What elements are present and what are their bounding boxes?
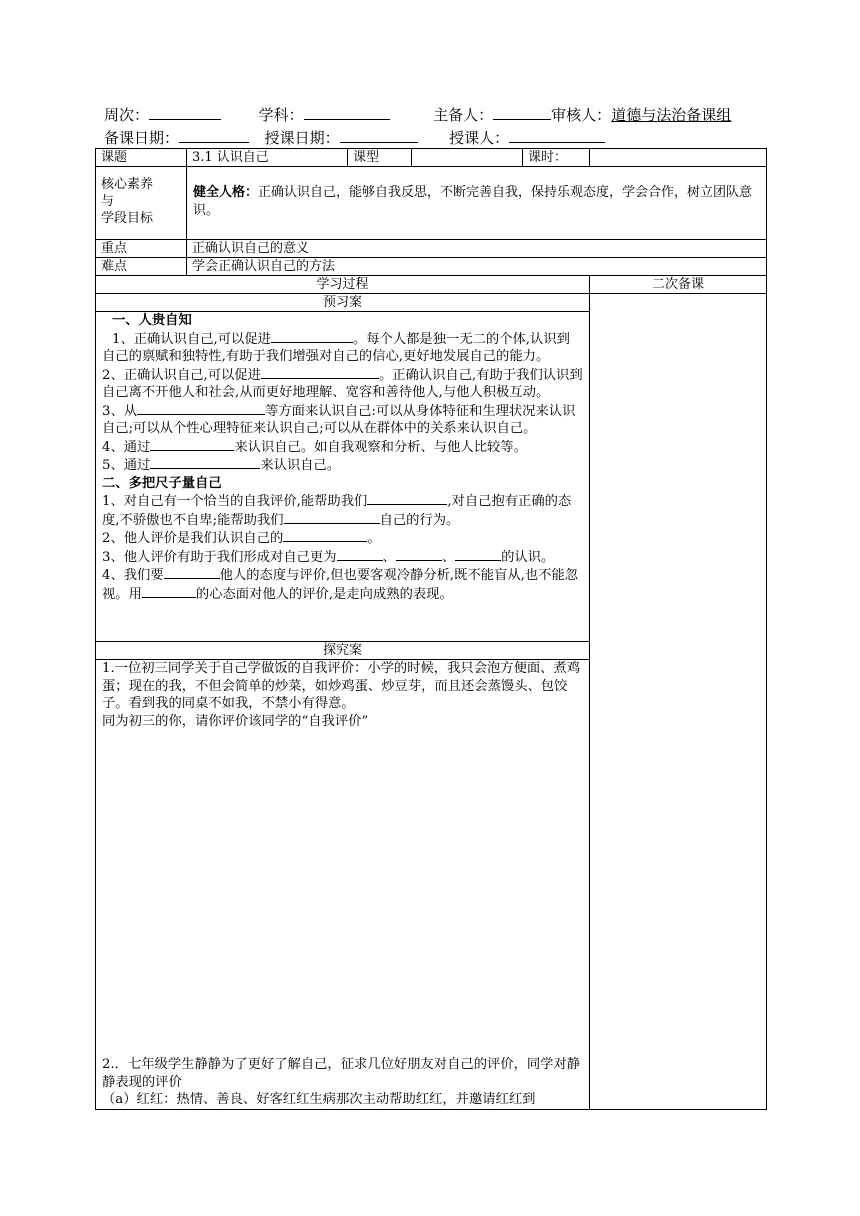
preview-item-1-5: 5、通过 来认识自己。 [102, 458, 341, 473]
fill-blank[interactable] [284, 511, 380, 524]
topic-label: 课题 [96, 149, 187, 167]
difficulty-row [96, 258, 767, 276]
explore-question-1: 1.一位初三同学关于自己学做饭的自我评价：小学的时候，我只会泡方便面、煮鸡蛋；现在的我，不但会简单的炒菜，如炒鸡蛋、炒豆芽，而且还会蒸馒头、包饺子。看到我的同桌不如我，不禁小有得意。 [102, 661, 581, 711]
preview-title-row [96, 294, 767, 312]
preview-item-2-2: 2、他人评价是我们认识自己的 。 [102, 531, 381, 546]
preview-item-1-3: 3、从 等方面来认识自己:可以从身体特征和生理状况来认识自己;可以从个性心理特征来认识自己;可以从在群体中的关系来认识自己。 [102, 403, 576, 436]
fill-blank[interactable] [337, 548, 383, 561]
fill-blank[interactable] [150, 438, 234, 451]
explore-question-1-prompt: 同为初三的你，请你评价该同学的“自我评价” [102, 713, 369, 729]
preparer-blank[interactable] [493, 105, 551, 120]
fill-blank[interactable] [261, 366, 379, 379]
preparer-label: 主备人： [433, 106, 494, 124]
hours-label: 课时： [523, 149, 590, 167]
fill-blank[interactable] [142, 585, 196, 598]
preview-item-1-2: 2、正确认识自己,可以促进 。正确认识自己,有助于我们认识到自己离不开他人和社会,从而更好地理解、宽容和善待他人,与他人积极互动。 [102, 367, 583, 400]
week-label: 周次： [104, 106, 150, 124]
fill-blank[interactable] [367, 492, 447, 505]
prep-date-blank[interactable] [179, 128, 249, 143]
second-prep-column[interactable] [590, 294, 767, 1110]
preview-content [96, 312, 590, 642]
process-header-row [96, 276, 767, 294]
info-row [96, 149, 767, 167]
fill-blank[interactable] [455, 548, 501, 561]
explore-content [96, 660, 590, 1110]
hours-value[interactable] [590, 149, 767, 167]
difficulty-value: 学会正确认识自己的方法 [187, 258, 767, 276]
preview-title: 预习案 [96, 294, 590, 312]
goals-label-line-3: 学段目标 [101, 211, 154, 226]
difficulty-label: 难点 [96, 258, 187, 276]
key-point-value: 正确认识自己的意义 [187, 240, 767, 258]
preview-item-2-1: 1、对自己有一个恰当的自我评价,能帮助我们 ,对自己抱有正确的态度,不骄傲也不自卑;能帮助我们 自己的行为。 [102, 494, 572, 528]
fill-blank[interactable] [283, 529, 367, 542]
reviewer-value: 道德与法治备课组 [611, 106, 732, 124]
explore-question-2-a: （a）红红：热情、善良、好客红红生病那次主动帮助红红，并邀请红红到 [102, 1092, 536, 1107]
explore-title: 探究案 [96, 642, 590, 660]
header-row-1 [104, 104, 731, 125]
prep-date-label: 备课日期： [104, 129, 180, 147]
fill-blank[interactable] [150, 456, 260, 469]
goals-row [96, 167, 767, 240]
week-blank[interactable] [149, 105, 221, 120]
goals-label-line-2: 与 [101, 194, 115, 209]
preview-item-2-3: 3、他人评价有助于我们形成对自己更为 、 、 的认识。 [102, 549, 555, 565]
type-label: 课型 [348, 149, 412, 167]
preview-section-1-title: 一、人贵自知 [112, 313, 192, 328]
goals-description: 正确认识自己，能够自我反思，不断完善自我，保持乐观态度，学会合作，树立团队意识。 [193, 185, 753, 218]
teach-date-label: 授课日期： [264, 129, 340, 147]
goals-label-line-1: 核心素养 [101, 177, 154, 192]
type-value[interactable] [412, 149, 523, 167]
topic-value: 3.1 认识自己 [187, 149, 348, 167]
subject-blank[interactable] [304, 105, 390, 120]
fill-blank[interactable] [271, 330, 353, 343]
teach-date-blank[interactable] [340, 128, 418, 143]
teacher-label: 授课人： [449, 129, 510, 147]
goals-label [96, 167, 187, 240]
preview-section-2-title: 二、多把尺子量自己 [102, 475, 222, 491]
teacher-blank[interactable] [509, 128, 605, 143]
reviewer-label: 审核人： [551, 106, 612, 124]
goals-text [187, 167, 767, 240]
explore-question-2: 2.．七年级学生静静为了更好了解自己，征求几位好朋友对自己的评价，同学对静静表现的评价 [102, 1057, 581, 1090]
goals-bold-label: 健全人格： [193, 185, 259, 200]
key-point-row [96, 240, 767, 258]
fill-blank[interactable] [396, 548, 442, 561]
fill-blank[interactable] [137, 402, 265, 415]
process-right-header: 二次备课 [590, 276, 767, 294]
process-left-header: 学习过程 [96, 276, 590, 294]
subject-label: 学科： [258, 106, 304, 124]
lesson-plan-table [95, 148, 767, 1110]
key-point-label: 重点 [96, 240, 187, 258]
fill-blank[interactable] [164, 566, 220, 579]
answer-space[interactable] [102, 730, 583, 1056]
preview-item-1-1: 1、正确认识自己,可以促进 。每个人都是独一无二的个体,认识到自己的禀赋和独特性,有助于我们增强对自己的信心,更好地发展自己的能力。 [102, 331, 570, 364]
preview-item-1-4: 4、通过 来认识自己。如自我观察和分析、与他人比较等。 [102, 439, 527, 455]
header-row-2 [104, 127, 605, 148]
preview-item-2-4: 4、我们要 他人的态度与评价,但也要客观冷静分析,既不能盲从,也不能忽视。用 的心态面对他人的评价,是走向成熟的表现。 [102, 568, 579, 602]
